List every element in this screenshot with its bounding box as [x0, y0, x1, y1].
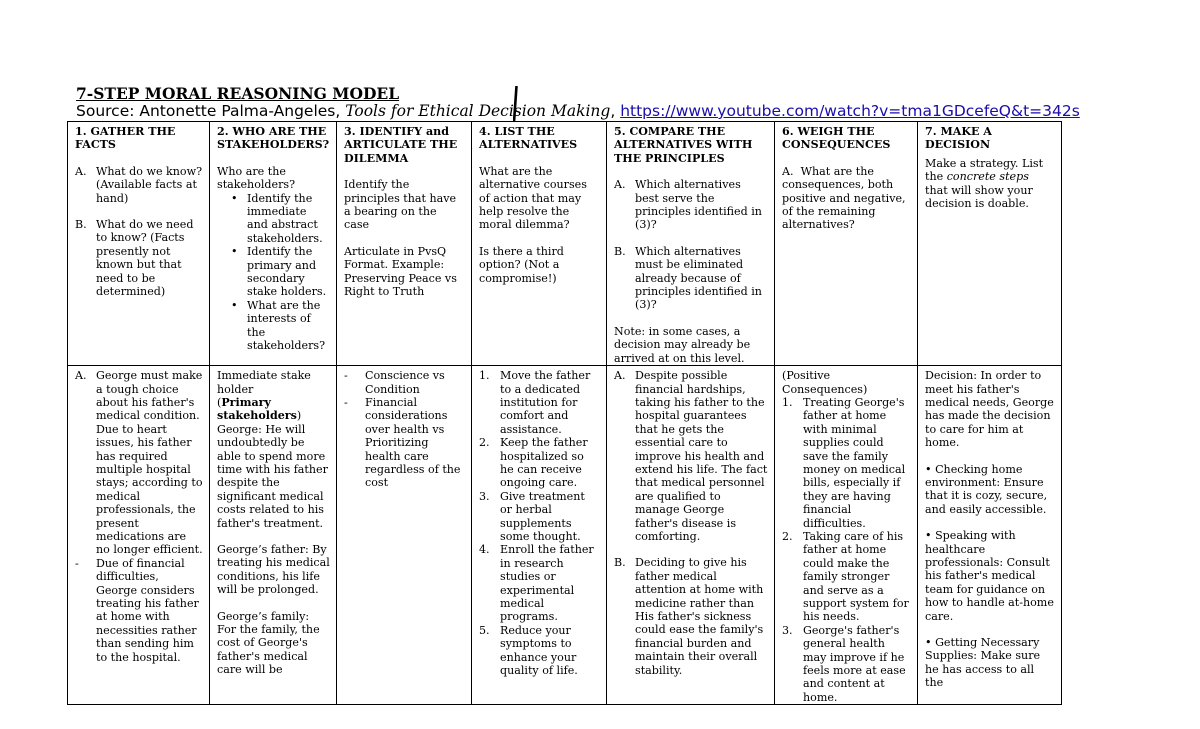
- table-header-row: [68, 122, 1062, 366]
- list-item: 5. Reduce your symptoms to enhance your quality of life.: [479, 623, 578, 678]
- source-book-title: Tools for Ethical Decision Making: [345, 102, 611, 120]
- list-item: • Identify the primary and secondary stake holders.: [231, 245, 327, 299]
- list-item: A. What do we know? (Available facts at hand): [75, 164, 203, 205]
- moral-reasoning-table: [67, 121, 1062, 705]
- list-item: B. Which alternatives must be eliminated already because of principles identified in (3)?: [614, 244, 762, 312]
- step-4-cell: [472, 122, 607, 366]
- alternatives-content-cell: [472, 366, 607, 705]
- george-interest: George: He will undoubtedly be able to spend more time with his father despite the significant medical costs related to his father's treatment.: [217, 422, 328, 530]
- list-item: 3. Give treatment or herbal supplements some thought.: [479, 489, 585, 543]
- step-7-instruction: Make a strategy. List the concrete steps that will show your decision is doable.: [925, 156, 1044, 211]
- step-5-cell: [607, 122, 775, 366]
- dilemma-content-cell: [337, 366, 472, 705]
- table-content-row: [68, 366, 1062, 705]
- decision-statement: Decision: In order to meet his father's medical needs, George has made the decision to care for him at home.: [925, 369, 1054, 450]
- list-item: - Due of financial difficulties, George considers treating his father at home with necessities rather than sending him to the hospital.: [75, 556, 199, 664]
- text-cursor-icon: [513, 86, 518, 124]
- decision-step: • Speaking with healthcare professionals: Consult his father's medical team for guidance on how to handle at-home care.: [925, 529, 1054, 623]
- step-2-cell: [210, 122, 337, 366]
- comparison-content-cell: [607, 366, 775, 705]
- list-item: A. Despite possible financial hardships, taking his father to the hospital guarantees that he gets the essential care to improve his health and extend his life. The fact that medical personnel are qualified to manage George father's disease is comforting.: [614, 369, 768, 543]
- step-2-heading: 2. WHO ARE THE STAKEHOLDERS?: [217, 125, 330, 152]
- decision-step: • Getting Necessary Supplies: Make sure he has access to all the: [925, 636, 1041, 690]
- decision-step: • Checking home environment: Ensure that it is cozy, secure, and easily accessible.: [925, 462, 1048, 516]
- facts-content-cell: [68, 366, 210, 705]
- family-interest: George’s family: For the family, the cost of George's father's medical care will be: [217, 609, 320, 677]
- consequences-content-cell: [775, 366, 918, 705]
- step-3-principles: Identify the principles that have a bearing on the case: [344, 178, 457, 232]
- list-item: - Conscience vs Condition: [344, 369, 445, 396]
- step-6-cell: [775, 122, 918, 366]
- list-item: 4. Enroll the father in research studies or experimental medical programs.: [479, 543, 594, 624]
- step-1-heading: 1. GATHER THE FACTS: [75, 125, 176, 152]
- step-2-intro: Who are the stakeholders?: [217, 164, 296, 192]
- step-7-heading: 7. MAKE A DECISION: [925, 125, 992, 152]
- list-item: 2. Keep the father hospitalized so he can receive ongoing care.: [479, 436, 588, 490]
- step-3-format: Articulate in PvsQ Format. Example: Preserving Peace vs Right to Truth: [344, 244, 457, 299]
- document-title: 7-STEP MORAL REASONING MODEL: [76, 84, 400, 103]
- step-3-heading: 3. IDENTIFY and ARTICULATE THE DILEMMA: [344, 125, 458, 165]
- list-item: 3. George's father's general health may improve if he feels more at ease and content at home.: [782, 623, 906, 704]
- step-5-heading: 5. COMPARE THE ALTERNATIVES WITH THE PRINCIPLES: [614, 125, 753, 165]
- list-item: A. Which alternatives best serve the principles identified in (3)?: [614, 178, 762, 232]
- stakeholders-content-cell: [210, 366, 337, 705]
- father-interest: George’s father: By treating his medical conditions, his life will be prolonged.: [217, 542, 330, 597]
- step-6-heading: 6. WEIGH THE CONSEQUENCES: [782, 125, 891, 152]
- list-item: • What are the interests of the stakeholders?: [231, 298, 326, 353]
- step-4-question: What are the alternative courses of action that may help resolve the moral dilemma?: [479, 164, 587, 232]
- list-item: 1. Move the father to a dedicated institution for comfort and assistance.: [479, 369, 591, 436]
- source-link[interactable]: https://www.youtube.com/watch?v=tma1GDcefeQ&t=342s: [620, 102, 1080, 120]
- list-item: 1. Treating George's father at home with minimal supplies could save the family money on medical bills, especially if they are having financial difficulties.: [782, 395, 906, 530]
- source-separator: ,: [610, 102, 621, 120]
- decision-content-cell: [918, 366, 1062, 705]
- list-item: 2. Taking care of his father at home could make the family stronger and serve as a support system for his needs.: [782, 529, 909, 624]
- step-4-third-option: Is there a third option? (Not a compromise!): [479, 244, 564, 285]
- list-item: - Financial considerations over health vs Prioritizing health care regardless of the cost: [344, 395, 461, 490]
- immediate-stakeholder-label: Immediate stake holder: [217, 369, 311, 396]
- source-prefix: Source: Antonette Palma-Angeles,: [76, 102, 346, 120]
- list-item: B. What do we need to know? (Facts presently not known but that need to be determined): [75, 218, 194, 299]
- positive-consequences-label: (Positive Consequences): [782, 369, 868, 396]
- step-3-cell: [337, 122, 472, 366]
- step-4-heading: 4. LIST THE ALTERNATIVES: [479, 125, 578, 152]
- step-5-note: Note: in some cases, a decision may already be arrived at on this level.: [614, 324, 751, 365]
- source-line: [76, 102, 1080, 120]
- step-7-cell: [918, 122, 1062, 366]
- list-item: B. Deciding to give his father medical attention at home with medicine rather than His father's sickness could ease the family's financial burden and maintain their overall stability.: [614, 556, 764, 677]
- step-1-cell: [68, 122, 210, 366]
- primary-stakeholders-label: (Primary stakeholders): [217, 395, 302, 423]
- list-item: A. George must make a tough choice about his father's medical condition. Due to heart issues, his father has required multiple hospital stays; according to medical professionals, the present medications are no longer efficient.: [75, 369, 203, 557]
- step-6-question: A. What are the consequences, both positive and negative, of the remaining alternatives?: [782, 164, 906, 232]
- list-item: • Identify the immediate and abstract stakeholders.: [231, 191, 323, 245]
